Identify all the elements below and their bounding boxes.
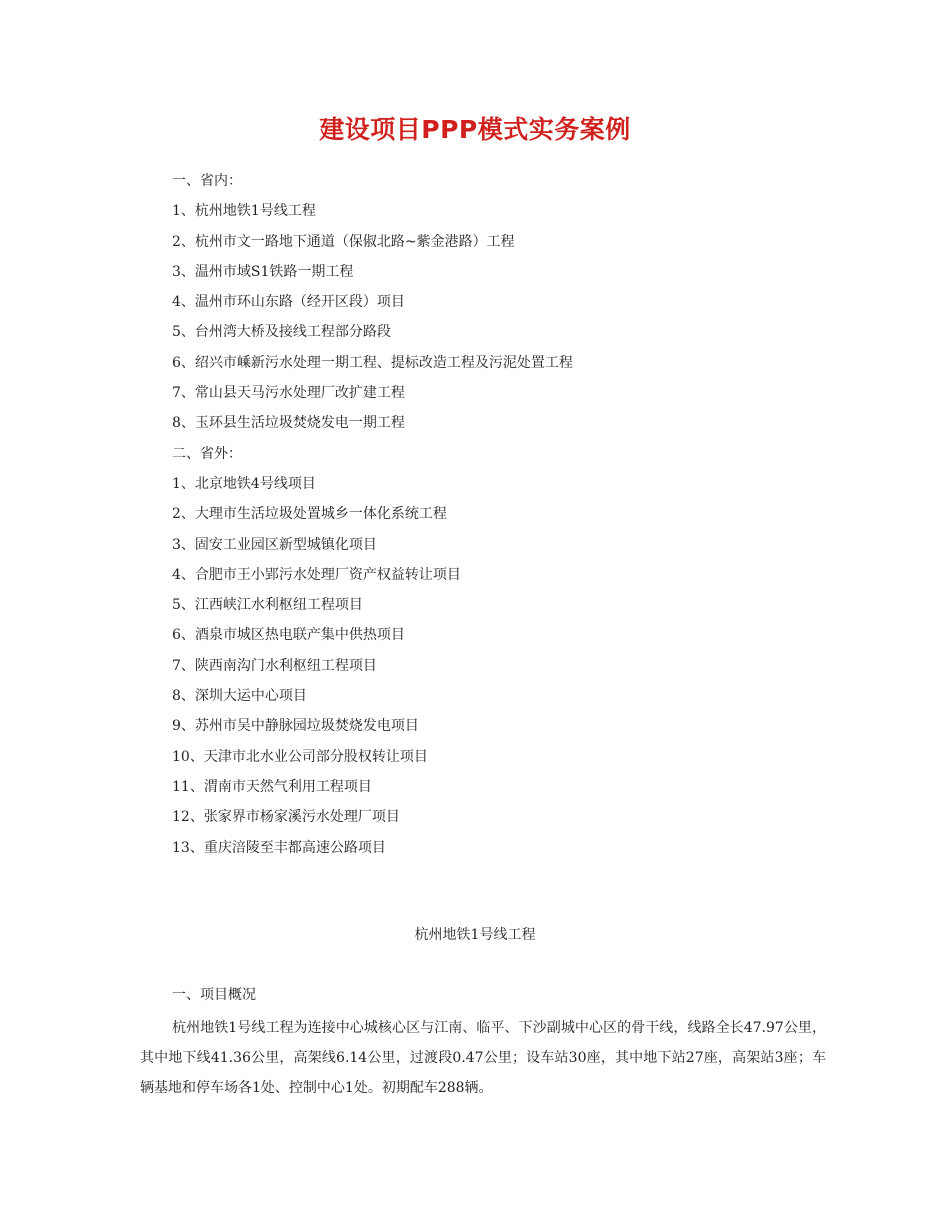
list-item: 5、江西峡江水利枢纽工程项目: [172, 597, 363, 614]
list-item: 13、重庆涪陵至丰都高速公路项目: [172, 839, 386, 856]
list-item: 8、深圳大运中心项目: [172, 688, 307, 705]
list-item: 6、酒泉市城区热电联产集中供热项目: [172, 627, 405, 644]
list-item: 11、渭南市天然气利用工程项目: [172, 778, 372, 795]
list-item: 3、温州市域S1铁路一期工程: [172, 263, 354, 280]
province-outside-heading: 二、省外：: [172, 445, 242, 462]
list-item: 6、绍兴市嵊新污水处理一期工程、提标改造工程及污泥处置工程: [172, 354, 573, 371]
list-item: 4、温州市环山东路（经开区段）项目: [172, 294, 405, 311]
case-index-list: [172, 166, 872, 863]
case-section-heading: 一、项目概况: [172, 987, 256, 1003]
list-item: 2、杭州市文一路地下通道（保俶北路~紫金港路）工程: [172, 233, 515, 250]
document-title: 建设项目PPP模式实务案例: [319, 115, 631, 144]
case-title: 杭州地铁1号线工程: [414, 927, 536, 943]
list-item: 1、杭州地铁1号线工程: [172, 203, 316, 220]
province-inside-heading: 一、省内：: [172, 173, 242, 189]
list-item: 2、大理市生活垃圾处置城乡一体化系统工程: [172, 506, 447, 523]
list-item: 10、天津市北水业公司部分股权转让项目: [172, 748, 428, 765]
list-item: 7、常山县天马污水处理厂改扩建工程: [172, 385, 405, 402]
list-item: 1、北京地铁4号线项目: [172, 475, 316, 492]
list-item: 7、陕西南沟门水利枢纽工程项目: [172, 657, 377, 674]
list-item: 8、玉环县生活垃圾焚烧发电一期工程: [172, 415, 405, 432]
list-item: 4、合肥市王小郢污水处理厂资产权益转让项目: [172, 566, 461, 583]
case-paragraph: 杭州地铁1号线工程为连接中心城核心区与江南、临平、下沙副城中心区的骨干线，线路全长47.97公里，其中地下线41.36公里，高架线6.14公里，过渡段0.47公里；设车站30座，其中地下站27座，高架站3座；车辆基地和停车场各1处、控制中心1处。初期配车288辆。: [140, 1020, 826, 1096]
list-item: 9、苏州市吴中静脉园垃圾焚烧发电项目: [172, 718, 419, 735]
list-item: 12、张家界市杨家溪污水处理厂项目: [172, 809, 400, 826]
list-item: 5、台州湾大桥及接线工程部分路段: [172, 324, 391, 341]
list-item: 3、固安工业园区新型城镇化项目: [172, 536, 377, 553]
